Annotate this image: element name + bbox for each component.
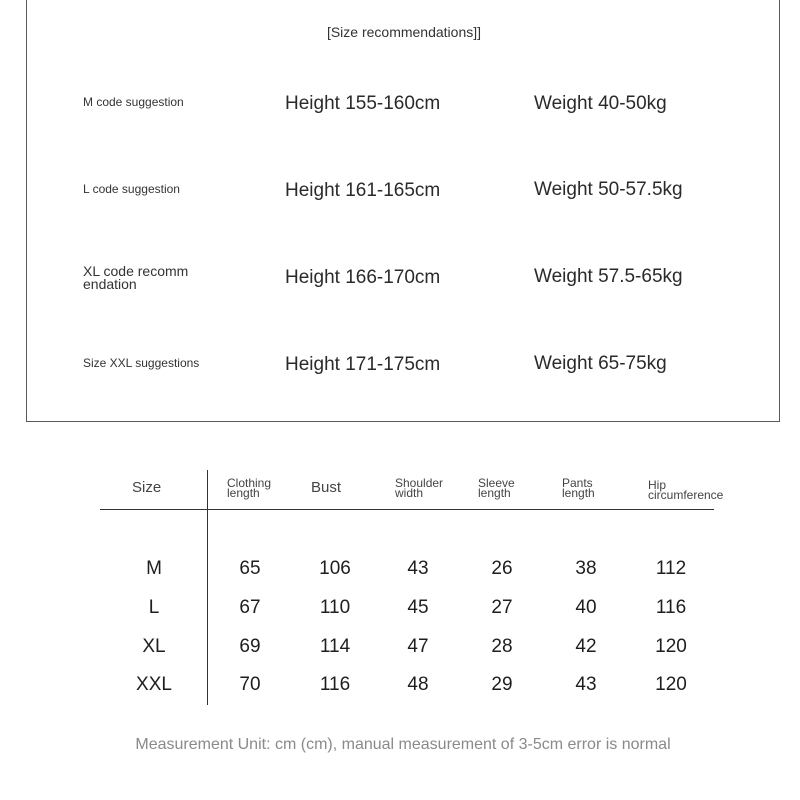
table-header-bust: Bust bbox=[311, 479, 342, 496]
table-cell: 116 bbox=[319, 674, 351, 695]
table-cell: 40 bbox=[575, 597, 597, 618]
table-header-clothing-length: Clothing length bbox=[227, 476, 272, 500]
table-header-pants-length: Pants length bbox=[562, 476, 595, 500]
recommendation-row-l bbox=[27, 176, 781, 216]
table-cell: 106 bbox=[319, 558, 351, 579]
recommendation-height: Height 166-170cm bbox=[285, 267, 441, 288]
table-cell: XL bbox=[142, 636, 166, 657]
table-cell: 43 bbox=[407, 558, 429, 579]
table-cell: M bbox=[146, 558, 162, 579]
table-cell: 45 bbox=[407, 597, 429, 618]
recommendation-row-xxl bbox=[27, 350, 781, 390]
table-cell: 26 bbox=[491, 558, 513, 579]
recommendation-height: Height 155-160cm bbox=[285, 93, 441, 114]
table-header-divider bbox=[100, 509, 714, 510]
recommendation-weight: Weight 57.5-65kg bbox=[534, 266, 683, 287]
table-cell: 69 bbox=[239, 636, 261, 657]
measurement-footnote: Measurement Unit: cm (cm), manual measurement of 3-5cm error is normal bbox=[135, 736, 671, 753]
table-cell: 110 bbox=[319, 597, 351, 618]
table-cell: 28 bbox=[491, 636, 513, 657]
table-cell: 65 bbox=[239, 558, 261, 579]
recommendations-title: [Size recommendations]] bbox=[326, 24, 482, 40]
table-cell: 47 bbox=[407, 636, 429, 657]
table-cell: 70 bbox=[239, 674, 261, 695]
table-header-size: Size bbox=[132, 479, 162, 496]
table-header-hip-circumference: Hip circumference bbox=[648, 478, 724, 502]
recommendation-weight: Weight 50-57.5kg bbox=[534, 179, 683, 200]
table-cell: 112 bbox=[655, 558, 687, 579]
recommendation-label: Size XXL suggestions bbox=[83, 356, 200, 370]
size-recommendations-panel bbox=[26, 0, 780, 422]
table-cell: 67 bbox=[239, 597, 261, 618]
recommendation-label: M code suggestion bbox=[83, 95, 184, 109]
table-cell: 114 bbox=[319, 636, 351, 657]
table-cell: 120 bbox=[655, 636, 687, 657]
recommendation-weight: Weight 65-75kg bbox=[534, 353, 667, 374]
size-chart-table bbox=[100, 470, 724, 705]
table-cell: 120 bbox=[655, 674, 687, 695]
recommendation-row-xl bbox=[27, 263, 781, 303]
table-cell: L bbox=[148, 597, 160, 618]
table-header-shoulder-width: Shoulder width bbox=[395, 476, 444, 500]
table-header-sleeve-length: Sleeve length bbox=[478, 476, 515, 500]
recommendation-height: Height 161-165cm bbox=[285, 180, 441, 201]
table-cell: XXL bbox=[136, 674, 172, 695]
recommendation-label: XL code recommendation bbox=[83, 263, 189, 292]
recommendation-row-m bbox=[27, 89, 781, 129]
table-column-divider bbox=[207, 470, 208, 705]
table-cell: 27 bbox=[491, 597, 513, 618]
table-cell: 38 bbox=[575, 558, 597, 579]
table-cell: 29 bbox=[491, 674, 513, 695]
table-cell: 43 bbox=[575, 674, 597, 695]
recommendation-weight: Weight 40-50kg bbox=[534, 93, 667, 114]
table-cell: 116 bbox=[655, 597, 687, 618]
table-cell: 42 bbox=[575, 636, 597, 657]
recommendation-label: L code suggestion bbox=[83, 182, 180, 196]
table-cell: 48 bbox=[407, 674, 429, 695]
recommendation-height: Height 171-175cm bbox=[285, 354, 441, 375]
